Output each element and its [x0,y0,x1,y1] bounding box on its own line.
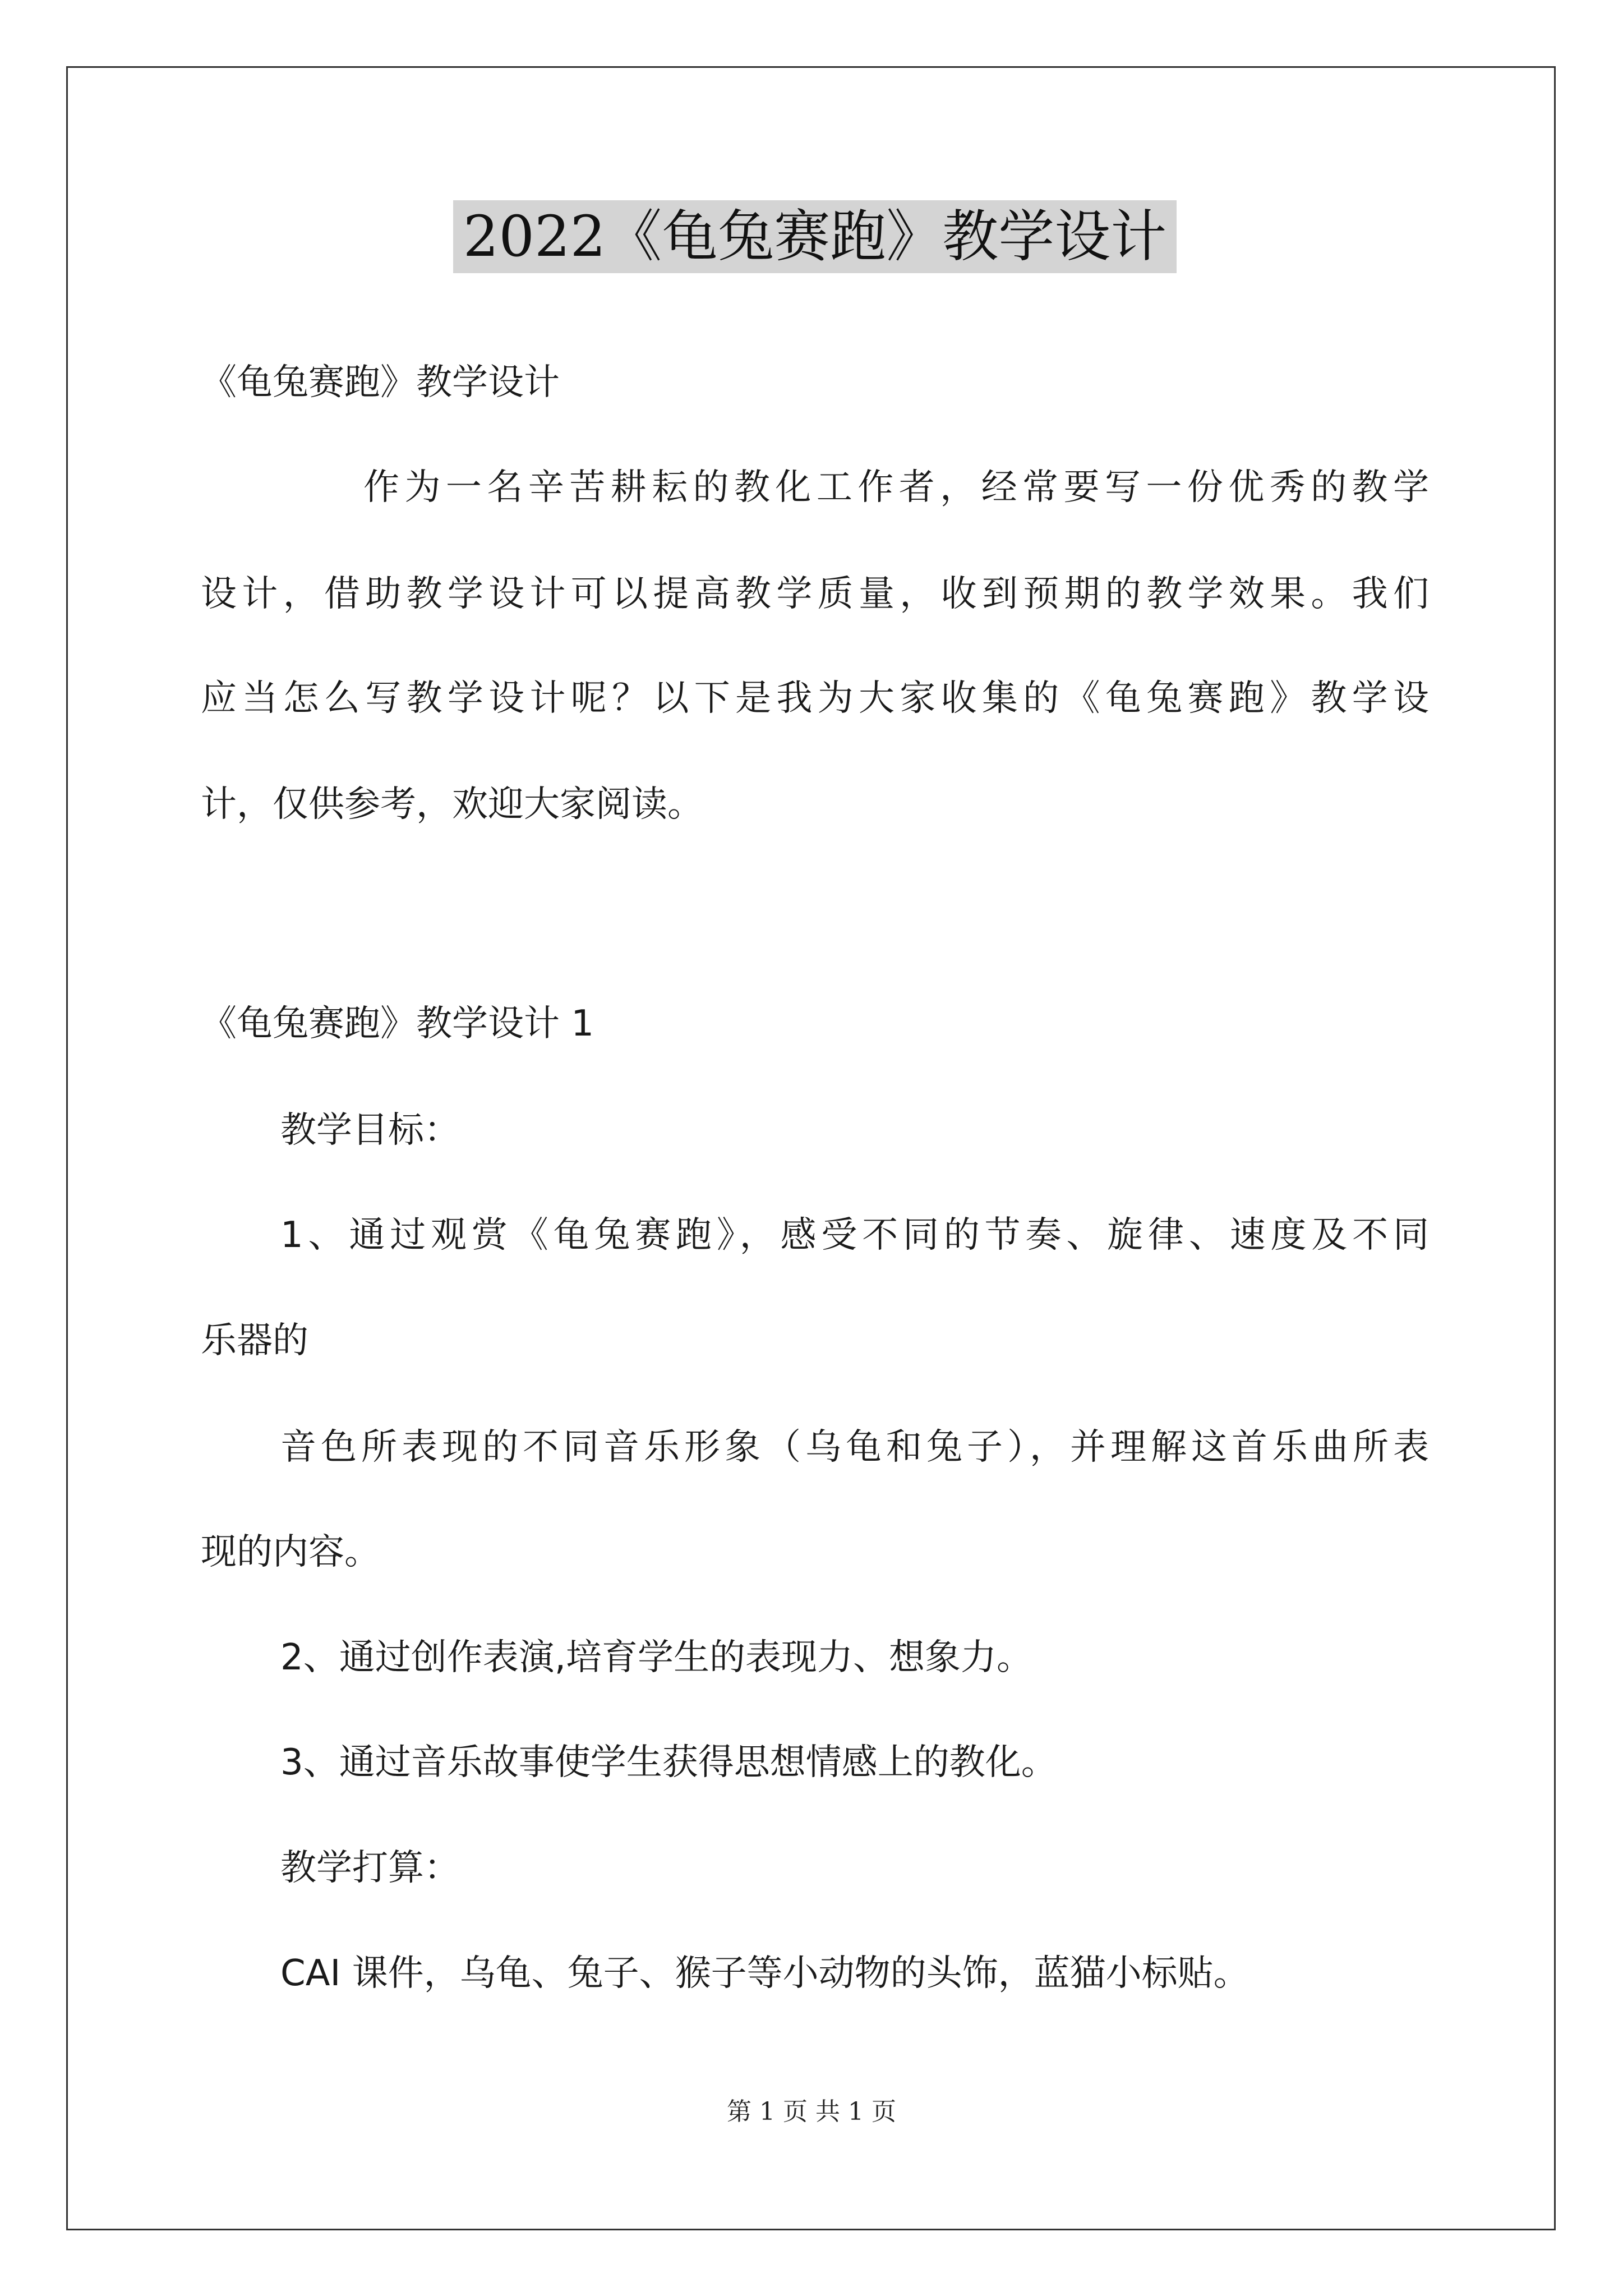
preparation-text: CAI 课件，乌龟、兔子、猴子等小动物的头饰，蓝猫小标贴。 [280,1953,1249,1994]
objective-1-line-2: 乐器的 [201,1320,308,1361]
section-heading: 《龟兔赛跑》教学设计 1 [201,1003,594,1045]
page-footer: 第 1 页 共 1 页 [727,2097,896,2126]
intro-line-3: 应当怎么写教学设计呢？以下是我为大家收集的《龟兔赛跑》教学设 [201,678,1429,719]
objectives-heading: 教学目标： [280,1110,460,1151]
objective-1-line-4: 现的内容。 [201,1531,380,1573]
intro-line-2: 设计，借助教学设计可以提高教学质量，收到预期的教学效果。我们 [201,573,1429,615]
intro-line-4: 计，仅供参考，欢迎大家阅读。 [201,784,703,825]
objective-1-line-1: 1、通过观赏《龟兔赛跑》，感受不同的节奏、旋律、速度及不同 [280,1214,1429,1256]
objective-2: 2、通过创作表演,培育学生的表现力、想象力。 [280,1637,1033,1678]
objective-3: 3、通过音乐故事使学生获得思想情感上的教化。 [280,1742,1057,1783]
objective-1-line-3: 音色所表现的不同音乐形象（乌龟和兔子），并理解这首乐曲所表 [280,1427,1429,1468]
subtitle: 《龟兔赛跑》教学设计 [201,362,560,403]
intro-line-1: 作为一名辛苦耕耘的教化工作者，经常要写一份优秀的教学 [363,467,1429,508]
preparation-heading: 教学打算： [280,1847,460,1889]
document-title: 2022《龟兔赛跑》教学设计 [453,200,1177,273]
